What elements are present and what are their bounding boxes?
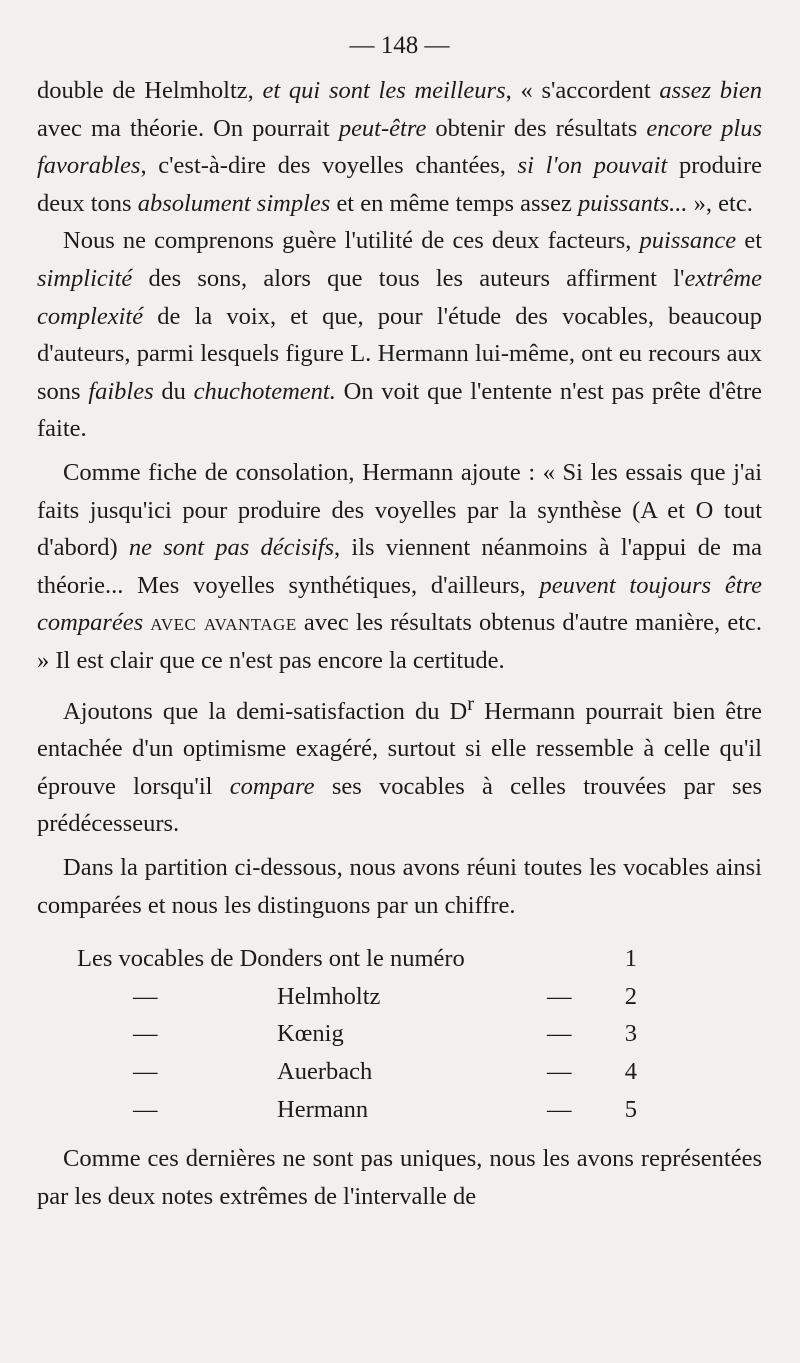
italic-run: assez bien (659, 77, 762, 104)
paragraph-5 (37, 849, 762, 924)
body-text-continued (37, 1140, 762, 1215)
italic-run: ne sont pas décisifs (128, 534, 335, 562)
ditto-dash: — (133, 1058, 158, 1085)
ditto-dash: — (133, 982, 158, 1010)
text-run: Comme fiche de consolation, Hermann ajoute : « Si les essais que j'ai faits jusqu'ici pour produire des voyelles par la synthèse (A et O tout d'abord) (37, 458, 762, 562)
italic-run: compare (229, 772, 315, 800)
text-run: de la voix, et que, pour l'étude des vocables, beaucoup d'auteurs, parmi lesquels figure L. Hermann lui-même, ont eu recours aux sons (37, 302, 762, 405)
text-run: », etc. (687, 189, 753, 217)
author-number: 4 (624, 1058, 637, 1085)
ditto-dash: — (133, 1095, 158, 1123)
text-run: du (153, 377, 194, 405)
text-run: , ils viennent néanmoins à l'appui de ma théorie... Mes voyelles synthétiques, d'ailleurs, (37, 534, 762, 599)
ditto-dash: — (547, 1020, 572, 1048)
text-run: obtenir des résultats (426, 114, 647, 142)
author-number: 2 (624, 982, 637, 1010)
numbering-lead-text: Les vocables de Donders ont le numéro (77, 945, 465, 973)
paragraph-2 (37, 222, 762, 448)
text-run: Nous ne comprenons guère l'utilité de ces deux facteurs, (63, 227, 640, 255)
italic-run: peut-être (338, 114, 427, 142)
numbering-lead-row (77, 940, 637, 978)
ditto-dash: — (547, 1095, 572, 1123)
text-run: avec les résultats obtenus d'autre manière, etc. » Il est clair que ce n'est pas encore la certitude. (37, 609, 763, 674)
numbering-row (77, 1091, 637, 1129)
author-name: Auerbach (277, 1058, 373, 1085)
text-run: Hermann pourrait bien être entachée d'un optimisme exagéré, surtout si elle ressemble à celle qu'il éprouve lorsqu'il (37, 697, 762, 800)
ditto-dash: — (133, 1020, 158, 1048)
superscript-run: r (467, 692, 475, 715)
ditto-dash: — (547, 982, 572, 1010)
author-number: 5 (624, 1095, 637, 1123)
italic-run: faibles (88, 377, 154, 405)
numbering-table (77, 940, 637, 1128)
paragraph-6 (37, 1140, 762, 1215)
text-run: On voit que l'entente n'est pas prête d'être faite. (37, 377, 762, 443)
paragraph-4 (37, 686, 762, 844)
text-run: Dans la partition ci-dessous, nous avons réuni toutes les vocables ainsi comparées et nous les distinguons par un chiffre. (37, 854, 762, 919)
paragraph-3 (37, 454, 762, 680)
numbering-lead-number: 1 (624, 945, 637, 973)
text-run: produire deux tons (37, 152, 762, 217)
paragraph-1 (37, 72, 762, 222)
italic-run: chuchotement. (193, 377, 336, 405)
text-run: et en même temps assez (330, 189, 578, 217)
italic-run: puissants... (577, 189, 688, 217)
author-name: Hermann (277, 1095, 369, 1123)
italic-run: et qui sont les meilleurs (262, 77, 506, 104)
italic-run: absolument simples (137, 189, 331, 217)
text-run: des sons, alors que tous les auteurs affirment l' (132, 264, 685, 292)
italic-run: puissance (639, 227, 737, 255)
italic-run: simplicité (37, 264, 133, 292)
text-run: avec ma théorie. On pourrait (37, 114, 339, 142)
text-run: double de Helmholtz, (37, 77, 263, 104)
numbering-row (77, 1053, 637, 1091)
text-run: , « s'accordent (505, 77, 660, 104)
numbering-row (77, 978, 637, 1016)
italic-run: extrême complexité (37, 264, 762, 330)
author-name: Helmholtz (277, 982, 381, 1010)
italic-run: encore plus favorables (37, 114, 763, 180)
text-run: , c'est-à-dire des voyelles chantées, (140, 152, 518, 180)
text-run: et (736, 227, 762, 255)
text-run: Ajoutons que la demi-satisfaction du D (63, 697, 468, 725)
page-number: — 148 — (349, 32, 450, 59)
text-run: Comme ces dernières ne sont pas uniques, nous les avons représentées par les deux notes extrêmes de l'intervalle de (37, 1145, 762, 1210)
small-caps-run: avec avantage (150, 609, 297, 637)
ditto-dash: — (547, 1058, 572, 1085)
author-number: 3 (624, 1020, 637, 1048)
numbering-row (77, 1015, 637, 1053)
body-text (37, 72, 762, 924)
italic-run: si l'on pouvait (517, 152, 668, 180)
text-run: ses vocables à celles trouvées par ses prédécesseurs. (37, 772, 762, 838)
italic-run: peuvent toujours être comparées (37, 571, 762, 637)
author-name: Kœnig (277, 1020, 344, 1048)
